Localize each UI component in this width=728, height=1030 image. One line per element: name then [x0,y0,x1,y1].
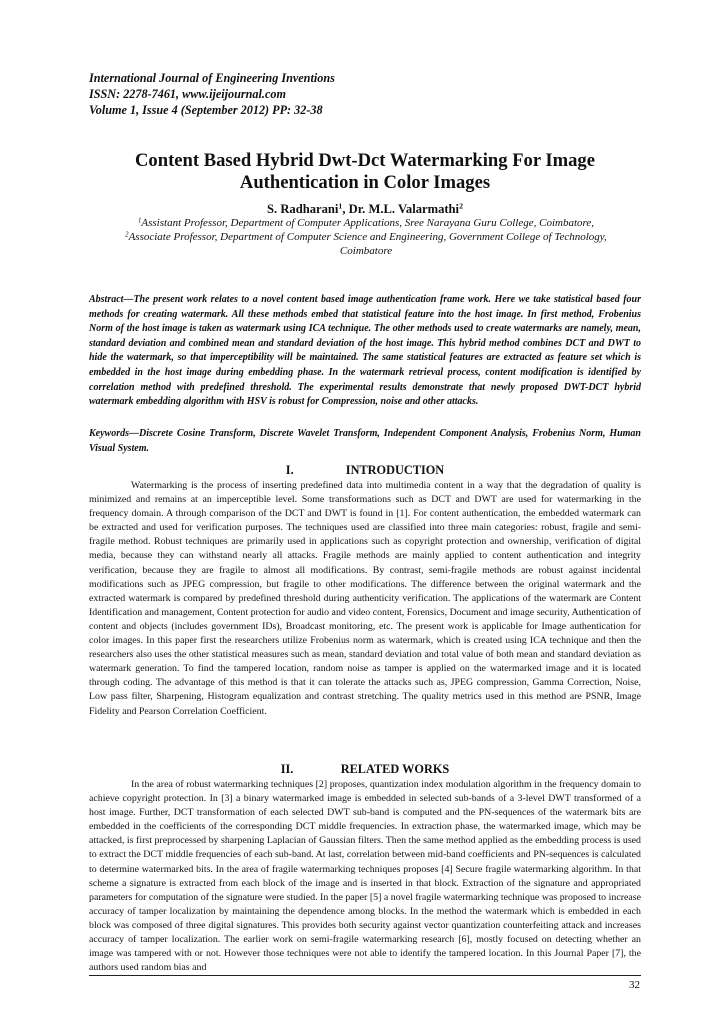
section-number: II. [280,762,294,776]
affiliations [86,216,646,258]
abstract: Abstract—The present work relates to a novel content based image authentication frame work. Here we take statistical based four methods for creating watermark. All these methods embed that statistical feature into the host image. In first method, Frobenius Norm of the host image is taken as watermark using ICA technique. The other methods used to create watermarks are namely, mean, standard deviation and combined mean and standard deviation of the host image. This hybrid method combines DCT and DWT to hide the watermark, so that imperceptibility will be maintained. The same statistical features are extracted as feature set which is embedded in the host image during embedding phase. In the watermark retrieval process, content modification is identified by correlation method with predefined threshold. The experimental results demonstrate that newly proposed DWT-DCT hybrid watermark embedding algorithm with HSV is robust for Compression, noise and other attacks. [89,294,641,408]
author-1: S. Radharani [267,202,339,216]
section-number: I. [285,463,294,477]
affiliation-2 [86,230,646,244]
section-body-introduction [89,479,641,719]
journal-volume: Volume 1, Issue 4 (September 2012) PP: 32-38 [89,103,323,117]
author-2-sup: 2 [459,201,463,211]
author-separator: , [342,202,349,216]
section-title: INTRODUCTION [345,463,445,477]
affiliation-1 [86,216,646,230]
section-body-related-works [89,778,641,975]
paper-authors [89,201,641,217]
paper-title-line1: Content Based Hybrid Dwt-Dct Watermarking For Image [135,150,595,171]
author-2: Dr. M.L. Valarmathi [348,202,460,216]
section-heading-introduction [89,463,641,478]
author-1-sup: 1 [338,201,343,211]
affiliation-2-city: Coimbatore [339,245,393,257]
journal-header [89,70,649,118]
paragraph: In the area of robust watermarking techniques [2] proposes, quantization index modulation algorithm in the frequency domain to achieve copyright protection. In [3] a binary watermarked image is embedded in selected sub-bands of a 3-level DWT transformed of a host image. Further, DCT transformation of each selected DWT sub-band is computed and the PN-sequences of the watermark bits are embedded in the coefficients of the corresponding DCT middle frequencies. In extraction phase, the watermarked image, which may be attacked, is first preprocessed by sharpening Laplacian of Gaussian filters. Then the same method applied as the embedding process is used to extract the DCT middle frequencies of each sub-band. At last, correlation between mid-band coefficients and PN-sequences is calculated to determine watermarked bits. In the area of fragile watermarking techniques proposes [4] Secure fragile watermarking algorithm. In that scheme a signature is extracted from each block of the image and is inserted in that block. Extraction of the signature and appropriated parameters for computation of the signature were studied. In the paper [5] a novel fragile watermarking technique was proposed to increase accuracy of tamper localization by maintaining the dependence among blocks. In the method the watermark which is embedded in each block was composed of three digital signatures. This provides both security against vector quantization counterfeiting attack and increases accuracy of tamper localization. The earlier work on semi-fragile watermarking research [6], mostly focused on detecting whether an image was tampered with or not. However those techniques were not able to identify the tampered location. In this Journal Paper [7], the authors used random bias and [89,779,641,974]
journal-issn: ISSN: 2278-7461, www.ijeijournal.com [89,87,286,101]
affiliation-2-sup: 2 [125,231,129,239]
affiliation-2-text: Associate Professor, Department of Computer Science and Engineering, Government College of Technology, [128,231,607,243]
section-title: RELATED WORKS [340,762,450,776]
paragraph: Watermarking is the process of inserting predefined data into multimedia content in a way that the degradation of quality is minimized and remains at an imperceptible level. Some transformations such as DCT and DWT are used for watermarking in the frequency domain. A through comparison of the DCT and DWT is found in [1]. For content authentication, the embedded watermark can be extracted and used for verification purposes. The techniques used are classified into three main categories: robust, fragile and semi-fragile method. Robust techniques are primarily used in applications such as copyright protection and ownership, verification of digital media, because they can withstand nearly all attacks. Fragile methods are mainly applied to content authentication and integrity verification, because they are fragile to almost all modifications. By contrast, semi-fragile methods are robust against incidental modifications such as JPEG compression, but fragile to other modifications. The difference between the original watermark and the extracted watermark is compared by predefined threshold during authenticity verification. The applications of the watermark are Content Identification and management, Content protection for audio and video content, Forensics, Document and image security, Authentication of content and objects (includes government IDs), Broadcast monitoring, etc. The present work is applicable for Image authentication for color images. In this paper first the researchers utilize Frobenius norm as watermark, which is created using ICA technique and then the researchers also uses the other statistical measures such as mean, standard deviation and total value of both mean and standard deviation as watermark generation. To find the tampered location, random noise as tamper is applied on the watermarked image and it is located through coding. The advantage of this method is that it can tolerate the attacks such as, JPEG compression, Gamma Correction, Noise, Low pass filter, Sharpening, Histogram equalization and contrast stretching. The quality metrics used in this method are PSNR, Image Fidelity and Pearson Correlation Coefficient. [89,480,641,717]
section-heading-related-works [89,762,641,777]
paper-title [89,150,641,194]
affiliation-1-text: Assistant Professor, Department of Computer Applications, Sree Narayana Guru College, Coimbatore, [141,217,595,229]
keywords: Keywords—Discrete Cosine Transform, Discrete Wavelet Transform, Independent Component Analysis, Frobenius Norm, Human Visual System. [89,428,641,454]
affiliation-1-sup: 1 [137,217,142,225]
paper-title-line2: Authentication in Color Images [239,172,491,193]
journal-name: International Journal of Engineering Inventions [89,71,335,85]
footer-rule [89,975,641,976]
page-number: 32 [629,979,640,991]
